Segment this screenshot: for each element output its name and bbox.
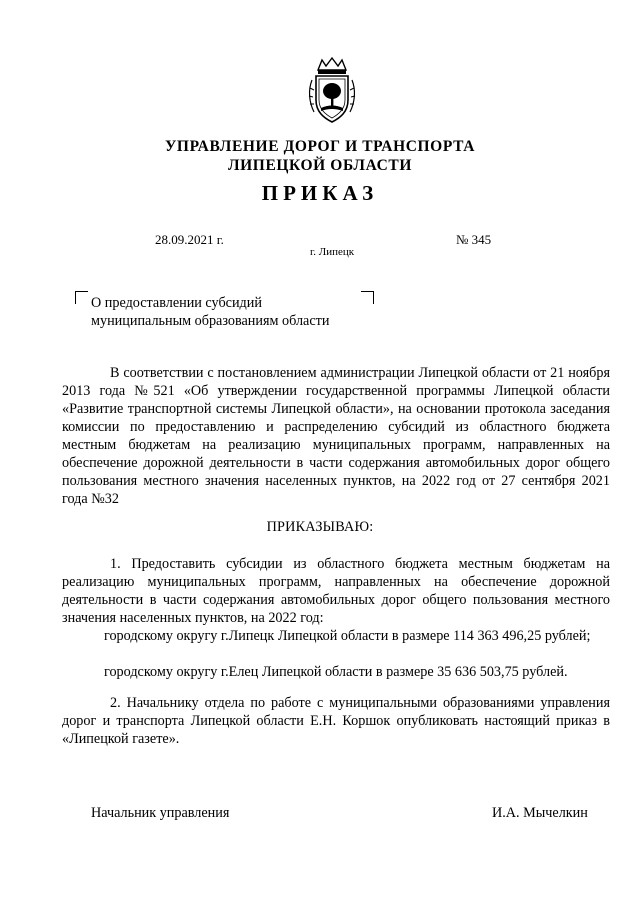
organization-name-line2: ЛИПЕЦКОЙ ОБЛАСТИ [228, 157, 412, 174]
order-item-1-sub-lipetsk: городскому округу г.Липецк Липецкой области в размере 114 363 496,25 рублей; [104, 628, 591, 644]
organization-name-line1: УПРАВЛЕНИЕ ДОРОГ И ТРАНСПОРТА [164, 138, 476, 155]
signatory-role: Начальник управления [91, 805, 230, 821]
order-item-1-sub-elets: городскому округу г.Елец Липецкой области в размере 35 636 503,75 рублей. [104, 664, 568, 680]
subject-line: муниципальным образованиям области [91, 313, 330, 329]
document-city: г. Липецк [310, 246, 355, 258]
document-number: № 345 [456, 232, 492, 247]
order-word: ПРИКАЗЫВАЮ: [266, 519, 374, 535]
subject-bracket-left [75, 291, 88, 304]
preamble-paragraph: В соответствии с постановлением администрации Липецкой области от 21 ноября 2013 года №521 «Об утверждении государственной программы Липецкой области «Развитие транспортной системы Липецкой области», на основании протокола заседания комиссии по предоставлению и распределению субсидий из областного бюджета местным бюджетам на реализацию муниципальных программ, направленных на обеспечение дорожной деятельности в части содержания автомобильных дорог общего пользования местного значения населенных пунктов, на 2022 год от 27 сентября 2021 года №32 [62, 365, 610, 507]
document-date: 28.09.2021 г. [155, 232, 224, 247]
order-item-2: 2. Начальнику отдела по работе с муниципальными образованиями управления дорог и транспорта Липецкой области Е.Н. Коршок опубликовать настоящий приказ в «Липецкой газете». [62, 695, 610, 747]
signatory-name: И.А. Мычелкин [492, 805, 588, 821]
document-type-title: ПРИКАЗ [261, 181, 379, 205]
subject-line: О предоставлении субсидий [91, 295, 262, 311]
lipetsk-coat-of-arms-icon [304, 56, 360, 124]
document-subject [91, 294, 391, 330]
order-item-1: 1. Предоставить субсидии из областного бюджета местным бюджетам на реализацию муниципальных программ, направленных на обеспечение дорожной деятельности в части содержания автомобильных дорог общего пользования местного значения населенных пунктов, на 2022 год: [62, 556, 610, 626]
